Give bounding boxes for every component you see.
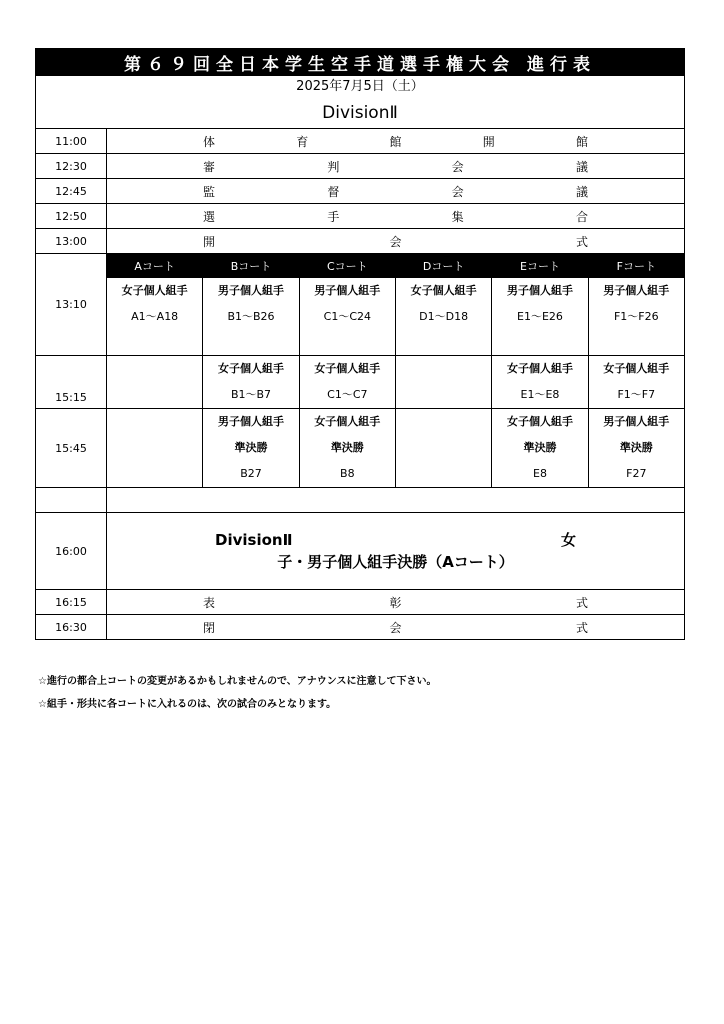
cell-content <box>589 278 684 330</box>
notes <box>38 672 436 718</box>
activity-cell <box>107 154 685 179</box>
activity-text <box>107 233 684 250</box>
activity-char: 督 <box>327 184 340 199</box>
court-cell <box>395 278 491 356</box>
activity-char: 式 <box>575 595 588 610</box>
final-text <box>107 529 684 573</box>
time-cell: 12:30 <box>36 154 107 179</box>
event-name: 女子個人組手 <box>506 415 573 428</box>
match-range: A1～A18 <box>131 310 179 323</box>
event-name: 女子個人組手 <box>410 284 477 297</box>
schedule-row <box>36 229 685 254</box>
activity-char: 会 <box>451 159 464 174</box>
schedule-row <box>36 615 685 640</box>
court-cell <box>299 409 395 488</box>
final-line-1 <box>147 529 644 551</box>
activity-char: 選 <box>203 209 216 224</box>
activity-char: 手 <box>327 209 340 224</box>
court-cell <box>395 409 491 488</box>
court-header: Cコート <box>299 254 395 278</box>
cell-content <box>492 356 587 408</box>
cell-content <box>203 356 298 408</box>
court-cell <box>203 356 299 409</box>
activity-char: 閉 <box>203 620 216 635</box>
activity-char: 審 <box>203 159 216 174</box>
time-cell: 16:00 <box>36 513 107 590</box>
event-name: 女子個人組手 <box>314 415 381 428</box>
activity-cell <box>107 615 685 640</box>
activity-text <box>107 594 684 611</box>
activity-cell <box>107 229 685 254</box>
cell-content <box>300 409 395 487</box>
stage-label: 準決勝 <box>619 441 653 454</box>
schedule-row <box>36 590 685 615</box>
court-cell <box>107 278 203 356</box>
final-cell <box>107 513 685 590</box>
event-name: 女子個人組手 <box>121 284 188 297</box>
court-cell <box>299 278 395 356</box>
activity-char: 監 <box>203 184 216 199</box>
activity-cell <box>107 590 685 615</box>
activity-cell <box>107 179 685 204</box>
event-name: 男子個人組手 <box>506 284 573 297</box>
match-range: E1～E26 <box>517 310 563 323</box>
activity-text <box>107 208 684 225</box>
court-cell <box>492 409 588 488</box>
match-number: F27 <box>626 467 647 480</box>
court-cell <box>395 356 491 409</box>
activity-char: 体 <box>203 134 216 149</box>
activity-text <box>107 183 684 200</box>
activity-char: 式 <box>575 234 588 249</box>
header-box <box>35 76 685 128</box>
schedule-row <box>36 204 685 229</box>
schedule-sheet <box>35 48 685 640</box>
cell-content <box>203 409 298 487</box>
match-number: B8 <box>340 467 355 480</box>
event-date: 2025年7月5日（土） <box>296 79 424 94</box>
court-cell <box>107 356 203 409</box>
match-range: C1～C24 <box>323 310 371 323</box>
schedule-row <box>36 129 685 154</box>
time-cell: 15:15 <box>36 356 107 409</box>
event-name: 男子個人組手 <box>217 284 284 297</box>
match-number: B27 <box>240 467 262 480</box>
court-cell <box>203 409 299 488</box>
cell-content <box>203 278 298 330</box>
event-name: 女子個人組手 <box>506 362 573 375</box>
time-cell: 13:10 <box>36 254 107 356</box>
event-name: 女子個人組手 <box>217 362 284 375</box>
activity-text <box>107 619 684 636</box>
match-range: D1～D18 <box>419 310 469 323</box>
match-range: B1～B7 <box>230 388 272 401</box>
activity-char: 開 <box>482 134 495 149</box>
activity-char: 合 <box>575 209 588 224</box>
schedule-row <box>36 179 685 204</box>
activity-text <box>107 133 684 150</box>
activity-text <box>107 158 684 175</box>
cell-content <box>300 278 395 330</box>
match-row <box>36 356 685 409</box>
cell-content <box>589 409 684 487</box>
final-division: DivisionⅡ <box>215 531 293 549</box>
time-cell: 16:15 <box>36 590 107 615</box>
match-range: F1～F7 <box>617 388 656 401</box>
activity-char: 集 <box>451 209 464 224</box>
activity-char: 開 <box>203 234 216 249</box>
cell-content <box>492 409 587 487</box>
activity-char: 表 <box>203 595 216 610</box>
court-cell <box>203 278 299 356</box>
court-header: Fコート <box>588 254 684 278</box>
note-1: ☆進行の都合上コートの変更があるかもしれませんので、アナウンスに注意して下さい。 <box>38 676 437 687</box>
spacer-row <box>36 488 685 513</box>
activity-char: 議 <box>575 184 588 199</box>
activity-char: 会 <box>389 234 402 249</box>
court-cell <box>588 278 684 356</box>
court-header: Dコート <box>395 254 491 278</box>
match-number: E8 <box>533 467 547 480</box>
event-name: 女子個人組手 <box>314 362 381 375</box>
activity-char: 式 <box>575 620 588 635</box>
cell-content <box>589 356 684 408</box>
schedule-table <box>35 128 685 640</box>
match-range: E1～E8 <box>520 388 560 401</box>
time-cell: 12:50 <box>36 204 107 229</box>
schedule-row <box>36 154 685 179</box>
court-cell <box>492 356 588 409</box>
match-range: B1～B26 <box>227 310 275 323</box>
activity-cell <box>107 129 685 154</box>
activity-char: 館 <box>389 134 402 149</box>
time-cell: 11:00 <box>36 129 107 154</box>
stage-label: 準決勝 <box>234 441 268 454</box>
activity-cell <box>107 204 685 229</box>
cell-content <box>492 278 587 330</box>
activity-char: 会 <box>389 620 402 635</box>
final-char: 女 <box>560 531 576 549</box>
time-cell: 12:45 <box>36 179 107 204</box>
document-title: 第６９回全日本学生空手道選手権大会 進行表 <box>35 48 685 76</box>
event-name: 男子個人組手 <box>603 284 670 297</box>
event-name: 男子個人組手 <box>217 415 284 428</box>
court-header: Bコート <box>203 254 299 278</box>
activity-char: 館 <box>575 134 588 149</box>
cell-content <box>107 278 202 330</box>
final-line-2: 子・男子個人組手決勝（Aコート） <box>277 553 514 571</box>
event-name: 男子個人組手 <box>314 284 381 297</box>
event-name: 男子個人組手 <box>603 415 670 428</box>
activity-char: 彰 <box>389 595 402 610</box>
activity-char: 育 <box>296 134 309 149</box>
activity-char: 判 <box>327 159 340 174</box>
cell-content <box>396 278 491 330</box>
stage-label: 準決勝 <box>330 441 364 454</box>
stage-label: 準決勝 <box>523 441 557 454</box>
time-cell: 15:45 <box>36 409 107 488</box>
court-cell <box>588 409 684 488</box>
court-header: Aコート <box>107 254 203 278</box>
time-cell: 16:30 <box>36 615 107 640</box>
court-cell <box>492 278 588 356</box>
activity-char: 議 <box>575 159 588 174</box>
final-row <box>36 513 685 590</box>
time-cell: 13:00 <box>36 229 107 254</box>
match-range: C1～C7 <box>327 388 368 401</box>
match-row <box>36 409 685 488</box>
empty-cell <box>107 488 685 513</box>
court-cell <box>299 356 395 409</box>
match-row <box>36 278 685 356</box>
court-header-row <box>36 254 685 278</box>
court-cell <box>588 356 684 409</box>
division-label: DivisionⅡ <box>322 103 398 123</box>
note-2: ☆組手・形共に各コートに入れるのは、次の試合のみとなります。 <box>38 699 337 710</box>
time-cell <box>36 488 107 513</box>
match-range: F1～F26 <box>613 310 659 323</box>
activity-char: 会 <box>451 184 464 199</box>
cell-content <box>300 356 395 408</box>
court-header: Eコート <box>492 254 588 278</box>
court-cell <box>107 409 203 488</box>
event-name: 女子個人組手 <box>603 362 670 375</box>
